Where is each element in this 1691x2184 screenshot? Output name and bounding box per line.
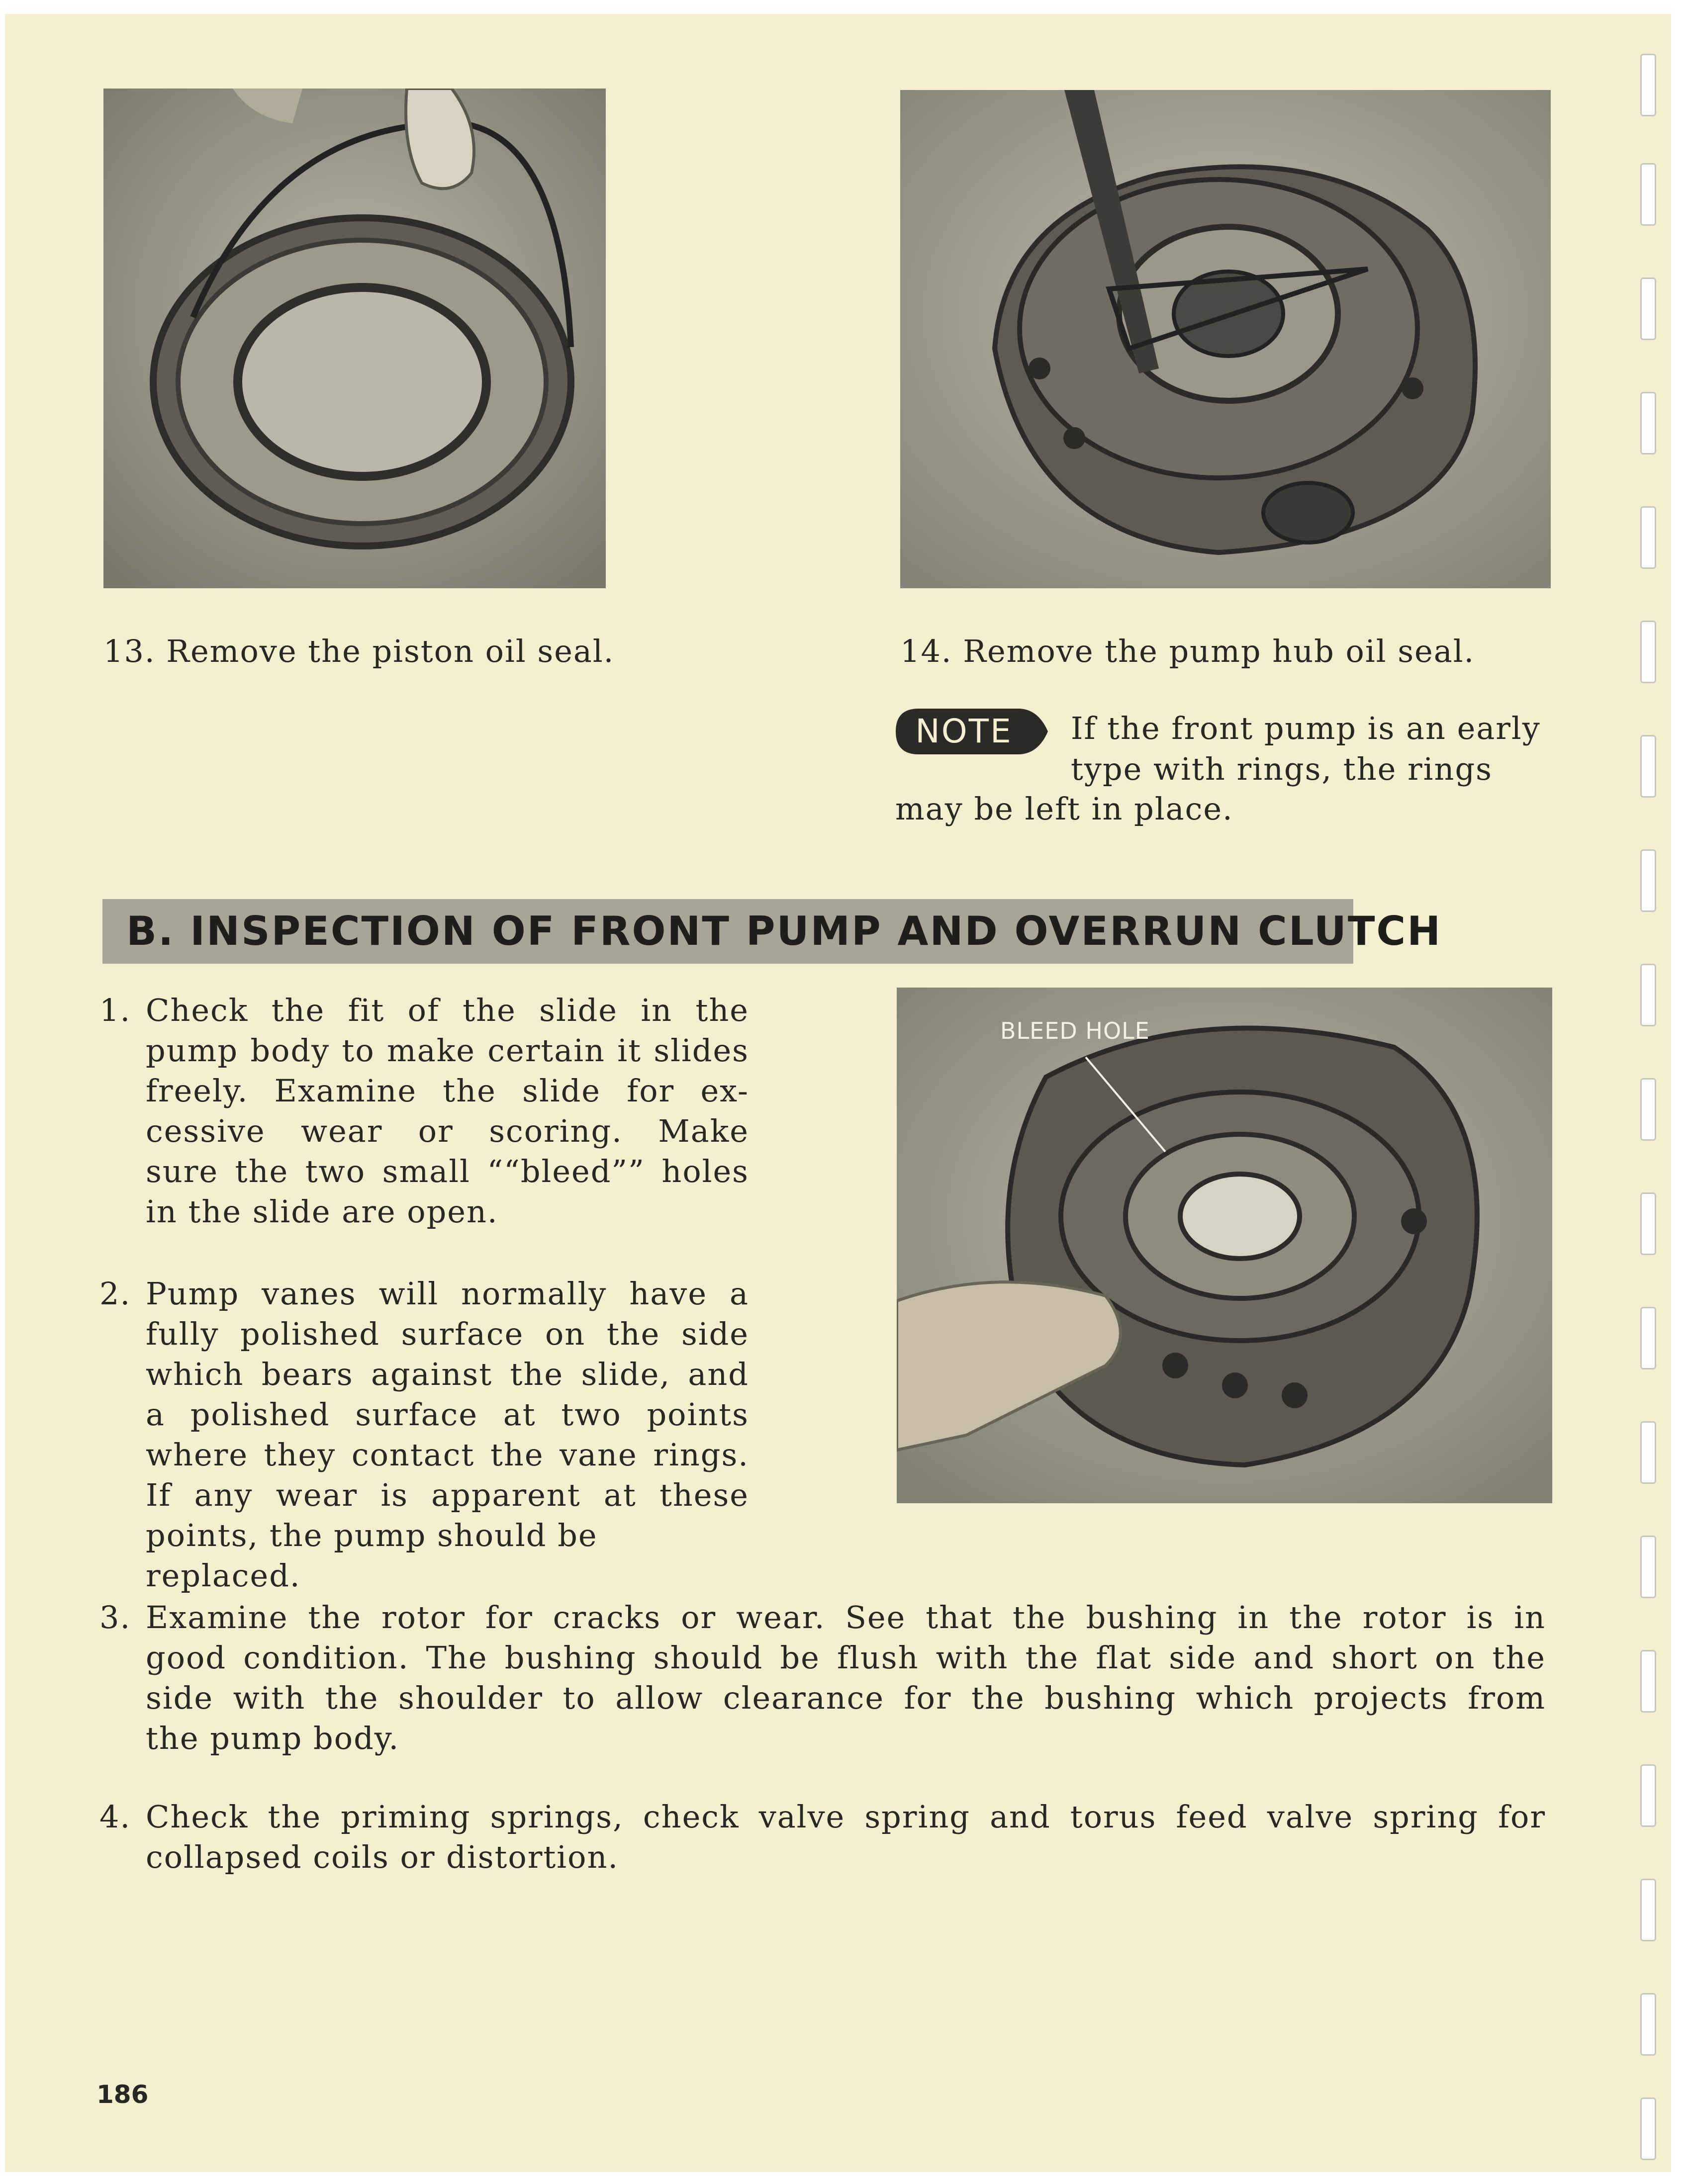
- photo-bleed-hole: [897, 988, 1552, 1503]
- step-2-line: Pump vanes will normally have a: [146, 1275, 749, 1312]
- photo-piston-oil-seal: [103, 89, 606, 588]
- photo-pump-hub-oil-seal: [900, 90, 1551, 588]
- step-3-line: side with the shoulder to allow clearance for the bushing which projects from: [146, 1680, 1546, 1716]
- binder-tab: [1640, 506, 1656, 569]
- step-4-number: 4.: [99, 1799, 131, 1835]
- piston-seal-illustration: [103, 89, 606, 588]
- step-1-line: in the slide are open.: [146, 1193, 498, 1230]
- binder-tab: [1640, 1421, 1656, 1484]
- step-2-text: [146, 1274, 749, 1596]
- step-1-text: [146, 990, 749, 1232]
- binder-tab: [1640, 277, 1656, 340]
- step-1-line: pump body to make certain it slides: [146, 1032, 749, 1069]
- step-4-line: collapsed coils or distortion.: [146, 1839, 619, 1875]
- binder-tab: [1640, 392, 1656, 455]
- step-3-line: the pump body.: [146, 1720, 400, 1756]
- step-3-line: good condition. The bushing should be flush with the flat side and short on the: [146, 1639, 1546, 1676]
- step-1-line: Check the fit of the slide in the: [146, 992, 749, 1028]
- section-header-bar: [102, 899, 1442, 964]
- binder-tab: [1640, 735, 1656, 798]
- section-title: B. INSPECTION OF FRONT PUMP AND OVERRUN CLUTCH: [126, 908, 1442, 954]
- page-number: 186: [96, 2080, 149, 2109]
- binder-tab: [1640, 1307, 1656, 1369]
- pump-hub-illustration: [900, 90, 1551, 588]
- bleed-hole-label: BLEED HOLE: [1000, 1017, 1150, 1044]
- note-line-2: type with rings, the rings: [1071, 751, 1493, 787]
- manual-page: [5, 14, 1671, 2172]
- binder-tab: [1640, 163, 1656, 226]
- step-1-line: freely. Examine the slide for ex-: [146, 1073, 749, 1109]
- step-4-line: Check the priming springs, check valve spring and torus feed valve spring for: [146, 1799, 1546, 1835]
- note-badge-text: NOTE: [915, 712, 1013, 750]
- step-2-line: If any wear is apparent at these: [146, 1477, 749, 1513]
- step-1-line: sure the two small ““bleed”” holes: [146, 1153, 749, 1189]
- step-2-line: which bears against the slide, and: [146, 1356, 749, 1392]
- step-3-text: [146, 1597, 1546, 1758]
- step-4-text: [146, 1797, 1546, 1877]
- binder-tab: [1640, 1078, 1656, 1141]
- binder-tab: [1640, 1879, 1656, 1941]
- binder-tab: [1640, 54, 1656, 116]
- binder-tab: [1640, 621, 1656, 683]
- step-3-number: 3.: [99, 1599, 131, 1636]
- step-2-line: where they contact the vane rings.: [146, 1437, 749, 1473]
- step-3-line: Examine the rotor for cracks or wear. See that the bushing in the rotor is in: [146, 1599, 1546, 1636]
- binder-tab: [1640, 1536, 1656, 1598]
- pump-body-illustration: [897, 988, 1552, 1503]
- binder-tab: [1640, 964, 1656, 1026]
- binder-tab: [1640, 1192, 1656, 1255]
- step-2-line: a polished surface at two points: [146, 1396, 749, 1433]
- binder-tab: [1640, 2097, 1656, 2160]
- step-1-number: 1.: [99, 992, 131, 1028]
- binder-tab: [1640, 1650, 1656, 1713]
- figure-13-caption: 13. Remove the piston oil seal.: [103, 633, 615, 669]
- step-2-number: 2.: [99, 1275, 131, 1312]
- note-line-1: If the front pump is an early: [1071, 710, 1541, 746]
- note-badge: [894, 707, 1050, 756]
- binder-tab: [1640, 1993, 1656, 2056]
- step-1-line: cessive wear or scoring. Make: [146, 1113, 749, 1149]
- step-2-line: fully polished surface on the side: [146, 1316, 749, 1352]
- step-2-line: points, the pump should be replaced.: [146, 1517, 598, 1594]
- note-line-3: may be left in place.: [895, 791, 1233, 827]
- binder-tab: [1640, 849, 1656, 912]
- binder-tab: [1640, 1764, 1656, 1827]
- figure-14-caption: 14. Remove the pump hub oil seal.: [900, 633, 1475, 669]
